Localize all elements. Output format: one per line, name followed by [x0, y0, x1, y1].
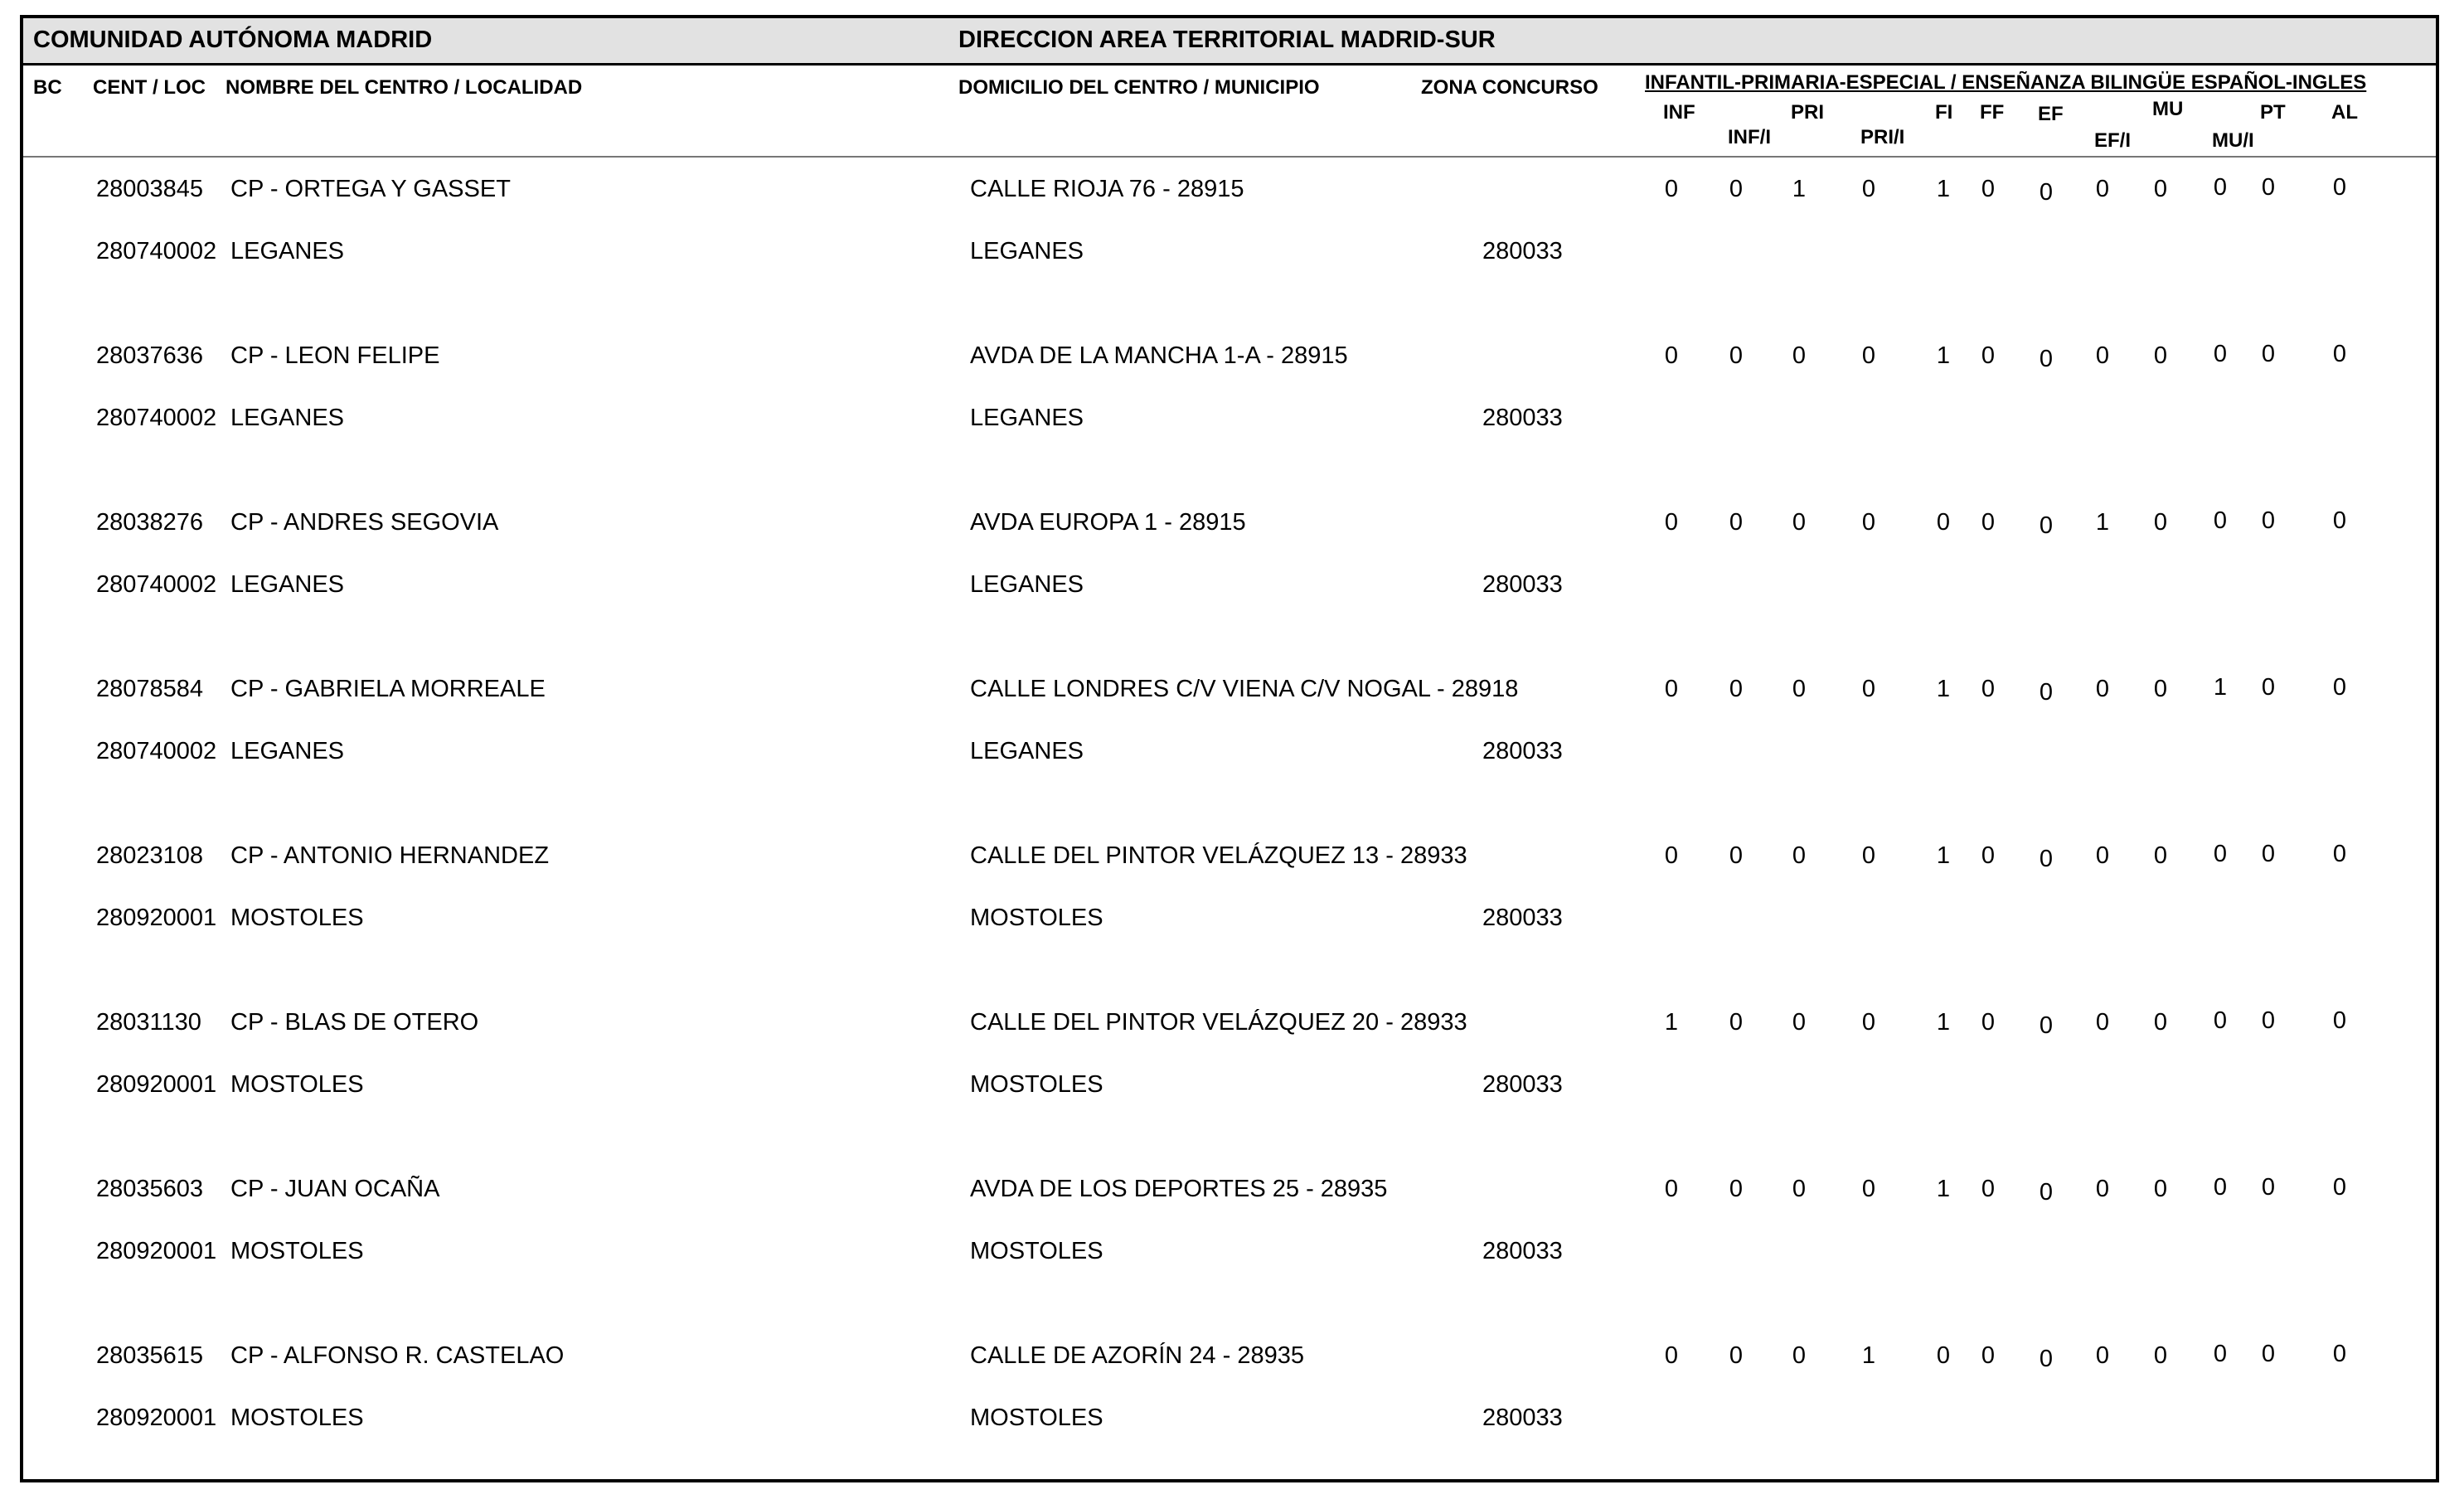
center-name: CP - ORTEGA Y GASSET: [230, 176, 511, 202]
value-pri-i: 0: [1861, 842, 1876, 869]
col-spec-al: AL: [2331, 101, 2358, 124]
value-pri-i: 0: [1861, 1009, 1876, 1036]
col-spec-ff: FF: [1980, 101, 2005, 124]
value-inf-i: 0: [1729, 176, 1744, 202]
value-pt: 0: [2261, 1341, 2276, 1367]
value-mu: 0: [2153, 1009, 2168, 1036]
zone-code: 280033: [1482, 1238, 1563, 1264]
value-ff: 0: [1981, 509, 1996, 536]
col-spec-pri: PRI: [1791, 101, 1825, 124]
center-name: CP - ALFONSO R. CASTELAO: [230, 1342, 565, 1369]
value-inf: 0: [1664, 1176, 1679, 1202]
value-ef-i: 0: [2095, 1176, 2110, 1202]
value-al: 0: [2332, 341, 2347, 367]
value-pri: 0: [1792, 1176, 1807, 1202]
center-code: 28035603: [96, 1176, 204, 1202]
municipality-name: MOSTOLES: [970, 1071, 1103, 1098]
value-ef: 0: [2039, 1179, 2054, 1206]
value-inf: 0: [1664, 342, 1679, 369]
center-address: AVDA DE LA MANCHA 1-A - 28915: [970, 342, 1348, 369]
locality-name: LEGANES: [230, 738, 344, 764]
value-ff: 0: [1981, 676, 1996, 702]
center-name: CP - LEON FELIPE: [230, 342, 440, 369]
col-spec-inf-i: INF/I: [1728, 126, 1771, 148]
value-ff: 0: [1981, 342, 1996, 369]
municipality-name: LEGANES: [970, 405, 1084, 431]
value-al: 0: [2332, 1007, 2347, 1034]
value-al: 0: [2332, 1174, 2347, 1201]
center-code: 28035615: [96, 1342, 204, 1369]
value-mu: 0: [2153, 1342, 2168, 1369]
value-ef-i: 0: [2095, 676, 2110, 702]
value-ef-i: 1: [2095, 509, 2110, 536]
col-bc: BC: [33, 76, 62, 99]
value-ff: 0: [1981, 1342, 1996, 1369]
value-pri: 0: [1792, 676, 1807, 702]
value-fi: 1: [1936, 1009, 1951, 1036]
value-al: 0: [2332, 841, 2347, 867]
value-ef-i: 0: [2095, 342, 2110, 369]
zone-code: 280033: [1482, 571, 1563, 598]
value-inf: 0: [1664, 676, 1679, 702]
col-spec-mu: MU: [2152, 98, 2184, 120]
locality-code: 280740002: [96, 571, 217, 598]
value-mu: 0: [2153, 676, 2168, 702]
col-nombre: NOMBRE DEL CENTRO / LOCALIDAD: [226, 76, 583, 99]
center-address: CALLE RIOJA 76 - 28915: [970, 176, 1244, 202]
value-mu-i: 0: [2213, 1174, 2228, 1201]
zone-code: 280033: [1482, 905, 1563, 931]
value-mu: 0: [2153, 842, 2168, 869]
value-fi: 1: [1936, 1176, 1951, 1202]
col-domicilio: DOMICILIO DEL CENTRO / MUNICIPIO: [958, 76, 1320, 99]
direction-title: DIRECCION AREA TERRITORIAL MADRID-SUR: [958, 27, 1496, 53]
value-mu-i: 0: [2213, 341, 2228, 367]
value-pt: 0: [2261, 674, 2276, 701]
value-inf: 0: [1664, 1342, 1679, 1369]
locality-name: MOSTOLES: [230, 1238, 364, 1264]
value-mu-i: 0: [2213, 1007, 2228, 1034]
locality-code: 280920001: [96, 1238, 217, 1264]
value-pri: 1: [1792, 176, 1807, 202]
center-name: CP - ANDRES SEGOVIA: [230, 509, 499, 536]
value-inf-i: 0: [1729, 676, 1744, 702]
header-divider: [23, 156, 2436, 158]
value-pt: 0: [2261, 1174, 2276, 1201]
value-mu: 0: [2153, 342, 2168, 369]
value-inf-i: 0: [1729, 842, 1744, 869]
value-mu-i: 0: [2213, 1341, 2228, 1367]
value-inf-i: 0: [1729, 342, 1744, 369]
municipality-name: LEGANES: [970, 571, 1084, 598]
value-inf-i: 0: [1729, 509, 1744, 536]
value-inf-i: 0: [1729, 1342, 1744, 1369]
value-ef: 0: [2039, 512, 2054, 539]
value-pt: 0: [2261, 1007, 2276, 1034]
value-al: 0: [2332, 1341, 2347, 1367]
value-al: 0: [2332, 674, 2347, 701]
locality-name: MOSTOLES: [230, 1405, 364, 1431]
zone-code: 280033: [1482, 738, 1563, 764]
value-pri: 0: [1792, 1342, 1807, 1369]
value-fi: 0: [1936, 1342, 1951, 1369]
locality-code: 280740002: [96, 738, 217, 764]
value-ef-i: 0: [2095, 1342, 2110, 1369]
locality-name: LEGANES: [230, 571, 344, 598]
value-ef: 0: [2039, 346, 2054, 372]
value-ff: 0: [1981, 1176, 1996, 1202]
locality-name: MOSTOLES: [230, 905, 364, 931]
value-mu: 0: [2153, 176, 2168, 202]
col-spec-pt: PT: [2260, 101, 2286, 124]
value-pt: 0: [2261, 841, 2276, 867]
value-ff: 0: [1981, 842, 1996, 869]
value-pri: 0: [1792, 1009, 1807, 1036]
value-pri-i: 0: [1861, 342, 1876, 369]
region-title: COMUNIDAD AUTÓNOMA MADRID: [33, 27, 433, 53]
value-inf: 0: [1664, 842, 1679, 869]
col-spec-ef: EF: [2038, 103, 2064, 125]
value-ff: 0: [1981, 176, 1996, 202]
value-fi: 1: [1936, 342, 1951, 369]
col-spec-pri-i: PRI/I: [1860, 126, 1905, 148]
value-pt: 0: [2261, 507, 2276, 534]
value-pri-i: 0: [1861, 676, 1876, 702]
value-ef-i: 0: [2095, 842, 2110, 869]
locality-code: 280920001: [96, 1071, 217, 1098]
locality-code: 280920001: [96, 1405, 217, 1431]
value-inf: 1: [1664, 1009, 1679, 1036]
col-cent-loc: CENT / LOC: [93, 76, 206, 99]
value-ff: 0: [1981, 1009, 1996, 1036]
locality-code: 280740002: [96, 405, 217, 431]
value-pri: 0: [1792, 842, 1807, 869]
center-address: CALLE DEL PINTOR VELÁZQUEZ 20 - 28933: [970, 1009, 1467, 1036]
center-address: CALLE DEL PINTOR VELÁZQUEZ 13 - 28933: [970, 842, 1467, 869]
value-ef-i: 0: [2095, 1009, 2110, 1036]
col-zona: ZONA CONCURSO: [1421, 76, 1598, 99]
value-pri: 0: [1792, 509, 1807, 536]
center-code: 28078584: [96, 676, 204, 702]
value-pri-i: 0: [1861, 176, 1876, 202]
value-fi: 1: [1936, 842, 1951, 869]
municipality-name: MOSTOLES: [970, 1238, 1103, 1264]
col-spec-fi: FI: [1935, 101, 1953, 124]
value-pri-i: 0: [1861, 509, 1876, 536]
value-ef-i: 0: [2095, 176, 2110, 202]
value-fi: 0: [1936, 509, 1951, 536]
value-mu: 0: [2153, 509, 2168, 536]
value-pt: 0: [2261, 174, 2276, 201]
center-address: AVDA EUROPA 1 - 28915: [970, 509, 1246, 536]
center-address: AVDA DE LOS DEPORTES 25 - 28935: [970, 1176, 1388, 1202]
value-al: 0: [2332, 174, 2347, 201]
center-name: CP - JUAN OCAÑA: [230, 1176, 440, 1202]
value-ef: 0: [2039, 679, 2054, 706]
locality-name: MOSTOLES: [230, 1071, 364, 1098]
value-fi: 1: [1936, 176, 1951, 202]
center-code: 28023108: [96, 842, 204, 869]
col-spec-mu-i: MU/I: [2212, 129, 2254, 152]
center-code: 28031130: [96, 1009, 201, 1036]
center-address: CALLE DE AZORÍN 24 - 28935: [970, 1342, 1304, 1369]
value-pt: 0: [2261, 341, 2276, 367]
value-mu-i: 1: [2213, 674, 2228, 701]
locality-code: 280740002: [96, 238, 217, 264]
locality-code: 280920001: [96, 905, 217, 931]
locality-name: LEGANES: [230, 238, 344, 264]
value-pri: 0: [1792, 342, 1807, 369]
locality-name: LEGANES: [230, 405, 344, 431]
page-frame: [20, 15, 2439, 1482]
municipality-name: MOSTOLES: [970, 905, 1103, 931]
zone-code: 280033: [1482, 238, 1563, 264]
zone-code: 280033: [1482, 1071, 1563, 1098]
center-name: CP - ANTONIO HERNANDEZ: [230, 842, 550, 869]
value-inf-i: 0: [1729, 1176, 1744, 1202]
center-code: 28003845: [96, 176, 204, 202]
municipality-name: MOSTOLES: [970, 1405, 1103, 1431]
value-inf: 0: [1664, 509, 1679, 536]
col-spec-ef-i: EF/I: [2094, 129, 2132, 152]
value-ef: 0: [2039, 179, 2054, 206]
value-mu-i: 0: [2213, 841, 2228, 867]
value-fi: 1: [1936, 676, 1951, 702]
col-spec-inf: INF: [1663, 101, 1695, 124]
municipality-name: LEGANES: [970, 738, 1084, 764]
col-group: INFANTIL-PRIMARIA-ESPECIAL / ENSEÑANZA BILINGÜE ESPAÑOL-INGLES: [1645, 71, 2367, 94]
center-address: CALLE LONDRES C/V VIENA C/V NOGAL - 28918: [970, 676, 1519, 702]
value-mu: 0: [2153, 1176, 2168, 1202]
value-mu-i: 0: [2213, 174, 2228, 201]
center-name: CP - GABRIELA MORREALE: [230, 676, 546, 702]
center-name: CP - BLAS DE OTERO: [230, 1009, 479, 1036]
value-inf: 0: [1664, 176, 1679, 202]
municipality-name: LEGANES: [970, 238, 1084, 264]
zone-code: 280033: [1482, 405, 1563, 431]
value-ef: 0: [2039, 1346, 2054, 1372]
value-pri-i: 0: [1861, 1176, 1876, 1202]
value-ef: 0: [2039, 846, 2054, 872]
value-al: 0: [2332, 507, 2347, 534]
value-mu-i: 0: [2213, 507, 2228, 534]
value-pri-i: 1: [1861, 1342, 1876, 1369]
zone-code: 280033: [1482, 1405, 1563, 1431]
value-inf-i: 0: [1729, 1009, 1744, 1036]
center-code: 28037636: [96, 342, 204, 369]
center-code: 28038276: [96, 509, 204, 536]
value-ef: 0: [2039, 1012, 2054, 1039]
